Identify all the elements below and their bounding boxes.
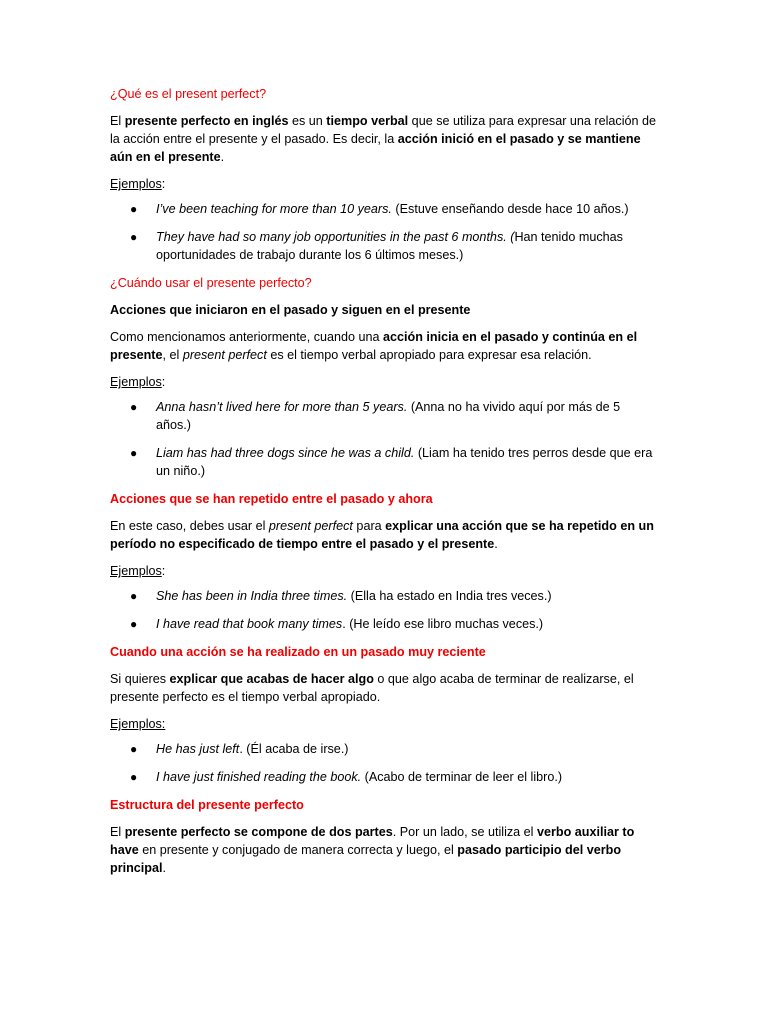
list-item: ● I have just finished reading the book. (Acabo de terminar de leer el libro.) <box>130 770 563 784</box>
bullet-icon: ● <box>130 446 138 460</box>
list-item: ● They have had so many job opportunities in the past 6 months. (Han tenido muchas oportunidades de trabajo durante los 6 últimos meses.) <box>130 230 623 262</box>
examples-label: Ejemplos: <box>110 717 166 731</box>
list-item: ● Liam has had three dogs since he was a child. (Liam ha tenido tres perros desde que era un niño.) <box>130 446 653 478</box>
document-body <box>110 85 658 886</box>
bullet-icon: ● <box>130 589 138 603</box>
paragraph-structure: El presente perfecto se compone de dos partes. Por un lado, se utiliza el verbo auxiliar to have en presente y conjugado de manera correcta y luego, el pasado participio del verbo principal. <box>110 825 635 875</box>
list-item: ● He has just left. (Él acaba de irse.) <box>130 742 349 756</box>
list-item: ● Anna hasn’t lived here for more than 5 years. (Anna no ha vivido aquí por más de 5 años.) <box>130 400 621 432</box>
examples-label: Ejemplos: <box>110 375 166 389</box>
section-heading-when-to-use: ¿Cuándo usar el presente perfecto? <box>110 276 312 290</box>
section-heading-repeated-actions: Acciones que se han repetido entre el pasado y ahora <box>110 492 433 506</box>
bullet-icon: ● <box>130 770 138 784</box>
bullet-icon: ● <box>130 202 138 216</box>
example-list <box>110 740 658 786</box>
examples-label: Ejemplos: <box>110 177 166 191</box>
section-heading-recent-past: Cuando una acción se ha realizado en un pasado muy reciente <box>110 645 486 659</box>
paragraph-recent: Si quieres explicar que acabas de hacer algo o que algo acaba de terminar de realizarse, el presente perfecto es el tiempo verbal apropiado. <box>110 672 634 704</box>
section-heading-present-perfect: ¿Qué es el present perfect? <box>110 87 267 101</box>
bullet-icon: ● <box>130 230 138 244</box>
examples-label: Ejemplos: <box>110 564 166 578</box>
bullet-icon: ● <box>130 400 138 414</box>
bullet-icon: ● <box>130 742 138 756</box>
section-heading-structure: Estructura del presente perfecto <box>110 798 304 812</box>
subheading-actions-started-past: Acciones que iniciaron en el pasado y siguen en el presente <box>110 303 471 317</box>
list-item: ● I have read that book many times. (He leído ese libro muchas veces.) <box>130 617 544 631</box>
bullet-icon: ● <box>130 617 138 631</box>
example-list <box>110 587 658 633</box>
list-item: ● She has been in India three times. (Ella ha estado en India tres veces.) <box>130 589 552 603</box>
paragraph-usage: Como mencionamos anteriormente, cuando una acción inicia en el pasado y continúa en el presente, el present perfect es el tiempo verbal apropiado para expresar esa relación. <box>110 330 638 362</box>
paragraph-definition: El presente perfecto en inglés es un tiempo verbal que se utiliza para expresar una relación de la acción entre el presente y el pasado. Es decir, la acción inició en el pasado y se mantiene aún en el presente. <box>110 114 657 164</box>
paragraph-repeated: En este caso, debes usar el present perfect para explicar una acción que se ha repetido en un período no especificado de tiempo entre el pasado y el presente. <box>110 519 654 551</box>
example-list <box>110 398 658 480</box>
list-item: ● I’ve been teaching for more than 10 years. (Estuve enseñando desde hace 10 años.) <box>130 202 629 216</box>
example-list <box>110 200 658 264</box>
